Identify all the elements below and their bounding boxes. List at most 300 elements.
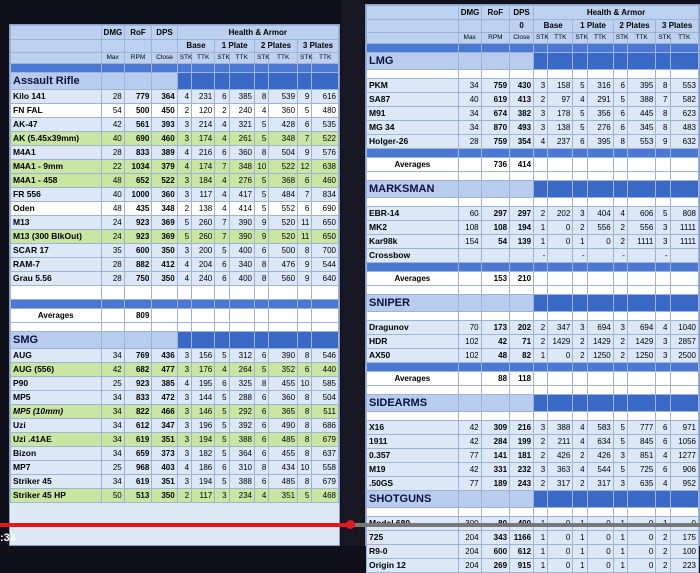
averages-blank [548, 272, 573, 286]
section-fill [613, 491, 627, 508]
section-fill [587, 181, 613, 198]
stat-cell: 3 [177, 405, 191, 419]
averages-blank [670, 272, 699, 286]
weapon-name: M4A1 - 9mm [11, 160, 102, 174]
spacer-cell [548, 312, 573, 321]
stat-cell: 351 [269, 489, 298, 503]
section-fill [481, 491, 509, 508]
header-row-2 [367, 20, 699, 33]
stat-cell: 2 [534, 435, 548, 449]
weapon-name: FN FAL [11, 104, 102, 118]
stat-cell: 520 [269, 230, 298, 244]
stat-cell: 3 [177, 174, 191, 188]
spacer-cell [458, 198, 481, 207]
averages-blank [458, 158, 481, 172]
spacer-cell [573, 508, 587, 517]
stat-cell: 412 [152, 258, 177, 272]
stat-cell: 5 [613, 93, 627, 107]
section-title: LMG [367, 53, 459, 70]
stat-cell: 5 [215, 433, 229, 447]
table-row [367, 421, 699, 435]
stat-cell: 216 [510, 421, 534, 435]
section-fill [254, 332, 268, 349]
stat-cell: 82 [510, 349, 534, 363]
stat-cell: 3 [215, 489, 229, 503]
section-fill [458, 181, 481, 198]
spacer-cell [481, 363, 509, 372]
spacer-cell [269, 300, 298, 309]
stat-cell: 2857 [670, 335, 699, 349]
stat-cell: 6 [254, 447, 268, 461]
averages-blank [587, 158, 613, 172]
spacer-cell [254, 323, 268, 332]
stat-cell: 682 [124, 363, 152, 377]
stat-cell: 1166 [510, 531, 534, 545]
spacer-cell [548, 386, 573, 395]
stat-cell: 356 [587, 107, 613, 121]
stat-cell: 6 [656, 463, 670, 477]
stat-cell: 5 [177, 216, 191, 230]
spacer-row [367, 198, 699, 207]
spacer-cell [367, 149, 459, 158]
section-fill [481, 295, 509, 312]
stat-cell: 8 [254, 377, 268, 391]
stat-cell: 623 [670, 107, 699, 121]
weapon-name: Oden [11, 202, 102, 216]
table-row [11, 433, 339, 447]
weapon-name: MG 34 [367, 121, 459, 135]
stat-cell: 186 [192, 461, 215, 475]
section-fill [627, 181, 655, 198]
averages-blank [627, 272, 655, 286]
table-row [11, 216, 339, 230]
stat-cell: 292 [229, 405, 254, 419]
spacer-cell [613, 70, 627, 79]
stat-cell: 1 [573, 545, 587, 559]
stat-cell: 70 [458, 321, 481, 335]
averages-blank [670, 158, 699, 172]
spacer-cell [656, 198, 670, 207]
header-rof: RoF [124, 26, 152, 40]
header-stk: STK [573, 33, 587, 44]
stat-cell: 556 [587, 221, 613, 235]
stat-cell: 585 [312, 377, 339, 391]
stat-cell: 5 [613, 435, 627, 449]
stat-cell: 352 [269, 363, 298, 377]
spacer-cell [670, 149, 699, 158]
spacer-cell [627, 363, 655, 372]
spacer-cell [627, 263, 655, 272]
stat-cell: 284 [481, 435, 509, 449]
header-row-1 [367, 6, 699, 20]
stat-cell: 8 [298, 475, 312, 489]
stat-cell: 204 [458, 531, 481, 545]
stat-cell: 276 [587, 121, 613, 135]
spacer-cell [670, 263, 699, 272]
stat-cell: 400 [229, 272, 254, 286]
stat-cell: 5 [215, 405, 229, 419]
section-fill [124, 332, 152, 349]
stat-cell: 560 [269, 272, 298, 286]
averages-blank [587, 372, 613, 386]
spacer-cell [656, 286, 670, 295]
stat-cell: 3 [177, 132, 191, 146]
section-fill [670, 491, 699, 508]
stat-cell: 472 [152, 391, 177, 405]
section-title: Assault Rifle [11, 73, 102, 90]
stat-cell: 5 [215, 349, 229, 363]
stat-cell: 652 [124, 174, 152, 188]
stat-cell: 5 [215, 475, 229, 489]
stat-cell: 348 [152, 202, 177, 216]
spacer-row [367, 363, 699, 372]
stat-cell: 535 [312, 118, 339, 132]
table-row [11, 363, 339, 377]
stat-cell: 5 [215, 391, 229, 405]
stat-cell: 363 [548, 463, 573, 477]
stat-cell: 3 [177, 349, 191, 363]
stat-cell: 2 [573, 335, 587, 349]
header-rof: RoF [481, 6, 509, 20]
stat-cell: 350 [152, 489, 177, 503]
stat-cell: 6 [254, 475, 268, 489]
stat-cell: 3 [656, 235, 670, 249]
stat-cell: 7 [656, 93, 670, 107]
stat-cell: 48 [101, 202, 124, 216]
stat-cell: 195 [192, 377, 215, 391]
video-progress-handle[interactable] [346, 520, 355, 529]
stat-cell: 1429 [587, 335, 613, 349]
stat-cell: 8 [656, 121, 670, 135]
stat-cell: 174 [192, 132, 215, 146]
stat-cell: 923 [124, 230, 152, 244]
stat-cell: 4 [613, 207, 627, 221]
section-fill [152, 332, 177, 349]
spacer-cell [367, 312, 459, 321]
stat-cell: 34 [101, 405, 124, 419]
table-row [11, 202, 339, 216]
section-fill [254, 73, 268, 90]
stat-cell: 435 [124, 202, 152, 216]
spacer-cell [534, 263, 548, 272]
section-header [367, 181, 699, 198]
stat-cell: 1429 [627, 335, 655, 349]
stat-cell: 6 [298, 202, 312, 216]
spacer-row [367, 44, 699, 53]
header-plate1: 1 Plate [573, 20, 613, 33]
stat-cell: 2 [613, 235, 627, 249]
stat-cell: 12 [298, 160, 312, 174]
stat-cell: 619 [124, 433, 152, 447]
stat-cell: 8 [656, 107, 670, 121]
header-row-3 [367, 33, 699, 44]
section-fill [573, 53, 587, 70]
stat-cell: 522 [269, 160, 298, 174]
spacer-row [367, 508, 699, 517]
weapon-name: .50GS [367, 477, 459, 491]
stat-cell: 8 [298, 391, 312, 405]
stat-cell: 174 [192, 160, 215, 174]
stat-cell: 373 [152, 447, 177, 461]
table-row [367, 545, 699, 559]
spacer-cell [481, 286, 509, 295]
stat-cell: 117 [192, 489, 215, 503]
section-fill [587, 491, 613, 508]
spacer-cell [587, 412, 613, 421]
spacer-cell [627, 149, 655, 158]
header-dps: DPS [510, 6, 534, 20]
averages-blank [587, 272, 613, 286]
spacer-cell [11, 323, 102, 332]
stat-cell: 42 [458, 421, 481, 435]
stat-cell: 483 [670, 121, 699, 135]
stat-cell: 2 [613, 349, 627, 363]
stat-cell: 5 [215, 244, 229, 258]
spacer-cell [534, 286, 548, 295]
header-ttk: TTK [192, 53, 215, 64]
stat-cell: 0 [627, 531, 655, 545]
spacer-row [367, 312, 699, 321]
averages-blank [613, 158, 627, 172]
spacer-cell [587, 286, 613, 295]
averages-rof: 809 [124, 309, 152, 323]
spacer-cell [481, 149, 509, 158]
stat-cell: 5 [298, 489, 312, 503]
stat-cell: 8 [254, 461, 268, 475]
spacer-cell [670, 286, 699, 295]
stat-cell: 0 [548, 349, 573, 363]
weapon-name: 1911 [367, 435, 459, 449]
spacer-cell [656, 312, 670, 321]
stat-cell: 1 [613, 531, 627, 545]
spacer-cell [627, 312, 655, 321]
weapon-name: AK-47 [11, 118, 102, 132]
spacer-cell [269, 64, 298, 73]
averages-row [367, 272, 699, 286]
weapon-name: Kilo 141 [11, 90, 102, 104]
section-fill [656, 181, 670, 198]
stat-cell: 870 [481, 121, 509, 135]
stat-cell: 971 [670, 421, 699, 435]
stat-cell: 5 [656, 207, 670, 221]
header-ttk: TTK [312, 53, 339, 64]
stat-cell: 347 [548, 321, 573, 335]
spacer-cell [573, 412, 587, 421]
video-progress-bar[interactable] [0, 523, 700, 527]
table-row [11, 405, 339, 419]
stat-cell: 347 [152, 419, 177, 433]
spacer-cell [458, 286, 481, 295]
spacer-cell [101, 64, 124, 73]
stat-cell: 369 [152, 216, 177, 230]
spacer-cell [458, 508, 481, 517]
spacer-cell [548, 149, 573, 158]
weapon-name: SCAR 17 [11, 244, 102, 258]
stat-cell: 6 [254, 244, 268, 258]
stat-cell: 40 [101, 132, 124, 146]
spacer-cell [534, 312, 548, 321]
spacer-cell [627, 70, 655, 79]
stat-cell: 1429 [548, 335, 573, 349]
stat-cell: 5 [254, 174, 268, 188]
stat-cell: 10 [298, 461, 312, 475]
section-fill [548, 53, 573, 70]
stat-cell: 822 [124, 405, 152, 419]
stat-cell: 520 [269, 216, 298, 230]
spacer-cell [192, 286, 215, 300]
section-fill [627, 53, 655, 70]
spacer-cell [152, 286, 177, 300]
spacer-cell [534, 149, 548, 158]
stat-cell: 3 [656, 349, 670, 363]
stat-cell: 635 [627, 477, 655, 491]
stat-cell: 3 [534, 463, 548, 477]
averages-blank [656, 272, 670, 286]
table-row [367, 531, 699, 545]
stat-cell: 5 [254, 118, 268, 132]
header-close: Close [510, 33, 534, 44]
stat-cell: 10 [254, 160, 268, 174]
stat-cell: 8 [254, 258, 268, 272]
stat-cell: 553 [670, 79, 699, 93]
header-ttk: TTK [627, 33, 655, 44]
stat-cell: 2 [177, 104, 191, 118]
spacer-cell [367, 263, 459, 272]
averages-blank [656, 372, 670, 386]
section-fill [613, 53, 627, 70]
stat-cell: 360 [269, 104, 298, 118]
spacer-cell [177, 323, 191, 332]
spacer-cell [367, 198, 459, 207]
stat-cell: 34 [101, 475, 124, 489]
stat-cell: 389 [152, 146, 177, 160]
stat-cell [627, 249, 655, 263]
section-fill [573, 295, 587, 312]
section-fill [587, 53, 613, 70]
spacer-cell [124, 286, 152, 300]
stat-cell: 9 [254, 230, 268, 244]
averages-blank [215, 309, 229, 323]
stat-cell: 243 [510, 477, 534, 491]
spacer-cell [548, 172, 573, 181]
spacer-cell [312, 64, 339, 73]
stat-cell: 6 [656, 435, 670, 449]
header-health-armor: Health & Armor [534, 6, 699, 20]
header-blank [11, 53, 102, 64]
stat-cell: 42 [458, 463, 481, 477]
section-title: SIDEARMS [367, 395, 459, 412]
stat-cell: 3 [177, 447, 191, 461]
spacer-cell [298, 286, 312, 300]
section-fill [229, 332, 254, 349]
stat-cell: 3 [613, 477, 627, 491]
stat-cell: 923 [124, 377, 152, 391]
table-row [367, 93, 699, 107]
table-row [367, 249, 699, 263]
weapon-name: PKM [367, 79, 459, 93]
stat-cell: 845 [627, 435, 655, 449]
spacer-cell [573, 312, 587, 321]
spacer-cell [627, 198, 655, 207]
averages-blank [613, 272, 627, 286]
stat-cell: 3 [534, 107, 548, 121]
stat-cell: 1 [573, 235, 587, 249]
section-fill [548, 181, 573, 198]
stat-cell: 388 [548, 421, 573, 435]
stat-cell: 500 [124, 104, 152, 118]
stat-cell: 600 [124, 244, 152, 258]
stat-cell: 455 [269, 377, 298, 391]
section-fill [481, 181, 509, 198]
stat-cell: 2 [613, 221, 627, 235]
stat-cell: 340 [229, 258, 254, 272]
stat-cell: 260 [192, 216, 215, 230]
stat-cell: 4 [254, 104, 268, 118]
stat-cell: 4 [215, 202, 229, 216]
spacer-cell [587, 149, 613, 158]
spacer-cell [573, 386, 587, 395]
stat-cell: 6 [613, 79, 627, 93]
header-blank [367, 6, 459, 20]
header-dmg: DMG [458, 6, 481, 20]
stat-cell: 9 [298, 146, 312, 160]
stat-cell: 360 [152, 188, 177, 202]
stat-cell: 395 [587, 135, 613, 149]
stat-cell: 360 [269, 391, 298, 405]
stat-cell: 403 [152, 461, 177, 475]
spacer-cell [587, 70, 613, 79]
spacer-cell [670, 312, 699, 321]
stat-cell: 4 [573, 435, 587, 449]
spacer-cell [215, 286, 229, 300]
header-ttk: TTK [548, 33, 573, 44]
header-max: Max [101, 53, 124, 64]
stat-cell: 3 [177, 475, 191, 489]
stat-cell: 679 [312, 475, 339, 489]
stat-cell: 552 [269, 202, 298, 216]
stat-cell: 369 [152, 230, 177, 244]
stat-cell: 5 [254, 363, 268, 377]
section-fill [613, 395, 627, 412]
stat-cell: 28 [101, 258, 124, 272]
stat-cell: 612 [124, 419, 152, 433]
stat-cell: 40 [458, 93, 481, 107]
averages-blank [177, 309, 191, 323]
table-row [11, 461, 339, 475]
stat-cell: 0 [587, 235, 613, 249]
stat-cell: 97 [548, 93, 573, 107]
weapon-name: MP5 [11, 391, 102, 405]
stat-cell: 2 [656, 531, 670, 545]
stat-cell: 674 [481, 107, 509, 121]
stat-cell: 35 [101, 244, 124, 258]
table-row [367, 335, 699, 349]
averages-blank [192, 309, 215, 323]
stat-cell: 34 [458, 79, 481, 93]
spacer-cell [670, 70, 699, 79]
stat-cell: 385 [152, 377, 177, 391]
table-row [11, 419, 339, 433]
stat-cell: 5 [254, 188, 268, 202]
stat-cell [481, 249, 509, 263]
spacer-row [367, 286, 699, 295]
section-fill [192, 73, 215, 90]
stat-cell: 240 [229, 104, 254, 118]
stat-cell: 659 [124, 447, 152, 461]
stat-cell: 3 [573, 207, 587, 221]
weapon-name: M13 (300 BlkOut) [11, 230, 102, 244]
section-title: SMG [11, 332, 102, 349]
